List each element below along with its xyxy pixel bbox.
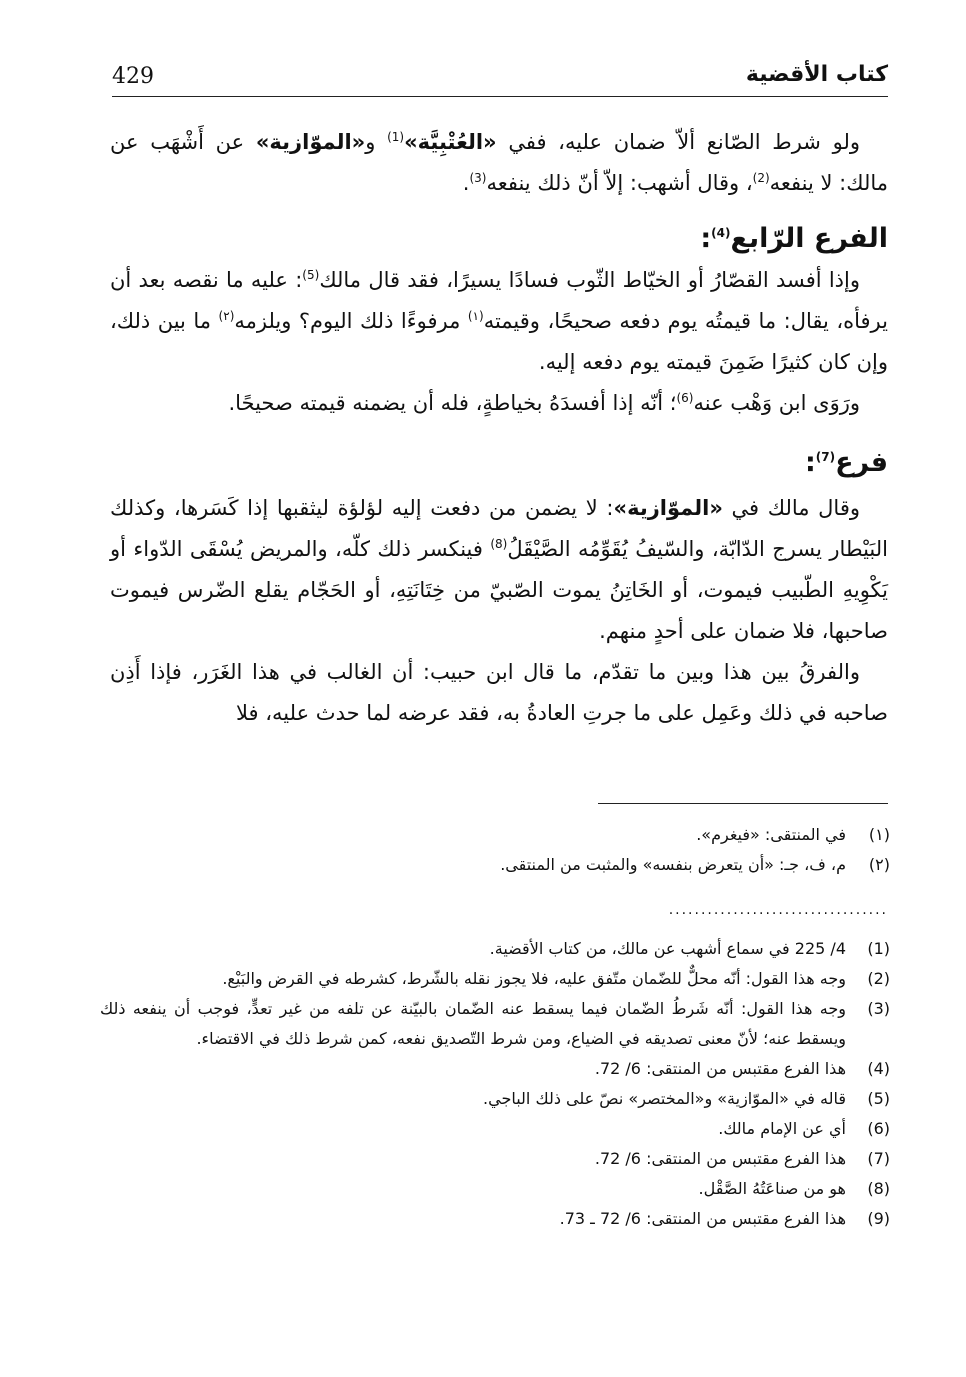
text-run: ، وقال أشهب: إلاّ أنّ ذلك ينفعه: [486, 171, 753, 195]
footnote-number: (3): [867, 999, 890, 1018]
footnote: [100, 1054, 890, 1084]
footnote-rule: [598, 803, 888, 804]
footnote-number: (٢): [868, 855, 890, 874]
footnote: [100, 1084, 890, 1114]
subsection-heading: [110, 442, 888, 484]
footnote-text: هذا الفرع مقتبس من المنتقى: 6/ 72.: [594, 1149, 846, 1168]
text-run: : لا يضمن من دفعت إليه لؤلؤة ليثقبها إذا كَسَرها، وكذلك البَيْطار يسرج الدّابّة، والسّيفُ يُقَوِّمُه الصَّيْقَلُ: [110, 496, 888, 561]
text-run: فينكسر ذلك كلّه، والمريض يُسْقَى الدّواء أو يَكْوِيهِ الطّبيب فيموت، أو الخَاتِنُ يموت الصّبيّ من خِتَانَتِهِ، أو الحَجّام يقلع الضّرس فيموت صاحبها، فلا ضمان على أحدٍ منهم.: [110, 537, 888, 643]
book-title: «العُتْبِيَّة»: [404, 130, 497, 154]
paragraph-2: [110, 260, 888, 383]
paragraph-3: [110, 383, 888, 424]
running-title: كتاب الأقضية: [745, 62, 888, 87]
text-run: عن أَشْهَب عن مالك: لا ينفعه: [110, 130, 888, 195]
footnote: [100, 994, 890, 1054]
footnote: [100, 934, 890, 964]
footnote-text: م، ف، جـ: «أن يتعرض بنفسه» والمثبت من المنتقى.: [500, 855, 846, 874]
text-run: وإذا أفسد القصّارُ أو الخيّاط الثّوب فسادًا يسيرًا، فقد قال مالك: [319, 268, 860, 292]
heading-text: فرع: [835, 447, 888, 478]
variant-footnotes: [100, 820, 890, 880]
footnote-ref: (1): [387, 130, 405, 144]
paragraph-4: [110, 488, 888, 652]
heading-colon: :: [804, 447, 816, 478]
variant-ref: (٢): [218, 309, 235, 323]
footnote-ref: (4): [711, 226, 731, 240]
text-run: ولو شرط الصّانع ألاّ ضمان عليه، ففي: [496, 130, 860, 154]
variant-footnote: [100, 820, 890, 850]
text-run: ورَوَى ابن وَهْب عنه: [693, 391, 860, 415]
footnote-number: (7): [867, 1149, 890, 1168]
page-number: 429: [112, 64, 154, 89]
footnote-ref: (6): [676, 391, 694, 405]
footnote-number: (4): [867, 1059, 890, 1078]
book-title: «الموّازية»: [613, 496, 723, 520]
footnote-ref: (7): [815, 450, 836, 464]
footnote-text: هو من صناعَتُهُ الصَّقْل.: [698, 1179, 846, 1198]
footnote: [100, 964, 890, 994]
paragraph-5: والفرقُ بين هذا وبين ما تقدّم، ما قال ابن حبيب: أن الغالب في هذا الغَرَر، فإذا أَذِن صاحبه في ذلك وعَمِل على ما جرتِ العادةُ به، فقد عرضه لما حدث عليه، فلا: [110, 660, 888, 725]
footnote-number: (2): [867, 969, 890, 988]
footnote-text: هذا الفرع مقتبس من المنتقى: 6/ 72.: [594, 1059, 846, 1078]
footnote: [100, 1144, 890, 1174]
text-run: و: [365, 130, 388, 154]
footnote-text: قاله في «الموّازية» و«المختصر» نصّ على ذلك الباجي.: [483, 1089, 846, 1108]
text-run: ؛ أنّه إذا أفسدَهُ بخياطةٍ، فله أن يضمنه قيمته صحيحًا.: [228, 391, 677, 415]
footnote-ref: (2): [752, 171, 770, 185]
footnote-number: (1): [867, 939, 890, 958]
footnote: [100, 1114, 890, 1144]
text-run: مرفوءًا ذلك اليوم؟ ويلزمه: [234, 309, 468, 333]
footnote-number: (8): [867, 1179, 890, 1198]
text-run: وقال مالك في: [722, 496, 860, 520]
header-rule: [112, 96, 888, 97]
footnote: [100, 1174, 890, 1204]
book-title: «الموّازية»: [255, 130, 366, 154]
main-text: [110, 122, 888, 734]
footnote-text: أي عن الإمام مالك.: [718, 1119, 846, 1138]
section-heading: [110, 218, 888, 260]
footnote-ref: (8): [490, 537, 508, 551]
footnote-text: 4/ 225 في سماع أشهب عن مالك، من كتاب الأقضية.: [489, 939, 846, 958]
footnote-ref: (5): [302, 268, 320, 282]
paragraph-1: [110, 122, 888, 204]
footnote-text: وجه هذا القول: أنّه شَرطُ الضّمان فيما يسقط عنه الضّمان بالبيّنة عن تلفه من غير تعدٍّ، فوجب أن ينفعه ذلك ويسقط عنه؛ لأنّ معنى تصديقه في الضياع، ومن شرط التّصديق نفعه، كمن شرط ذلك في الاقتضاء.: [100, 999, 846, 1048]
footnote-number: (١): [868, 825, 890, 844]
footnote-number: (9): [867, 1209, 890, 1228]
heading-colon: :: [700, 223, 712, 254]
text-run: ما بين ذلك، وإن كان كثيرًا ضَمِنَ قيمته يوم دفعه إليه.: [110, 309, 888, 374]
variant-footnote: [100, 850, 890, 880]
running-header: [112, 62, 888, 98]
footnote: [100, 1204, 890, 1234]
footnote-ref: (3): [469, 171, 487, 185]
heading-text: الفرع الرّابع: [730, 223, 888, 254]
text-run: .: [462, 171, 470, 195]
footnote-number: (5): [867, 1089, 890, 1108]
footnotes: [100, 934, 890, 1234]
dotted-separator: ..................................: [668, 902, 888, 918]
footnote-text: وجه هذا القول: أنّه محلٌّ للضّمان متّفق عليه، فلا يجوز نقله بالشّرط، كشرطه في القرض والبَيْع.: [222, 969, 846, 988]
variant-ref: (١): [467, 309, 484, 323]
footnote-number: (6): [867, 1119, 890, 1138]
text-run: : عليه ما نقصه بعد أن يرفأه، يقال: ما قيمتُه يوم دفعه صحيحًا، وقيمته: [110, 268, 888, 333]
footnote-text: هذا الفرع مقتبس من المنتقى: 6/ 72 ـ 73.: [559, 1209, 846, 1228]
footnote-text: في المنتقى: «فيغرم».: [696, 825, 846, 844]
